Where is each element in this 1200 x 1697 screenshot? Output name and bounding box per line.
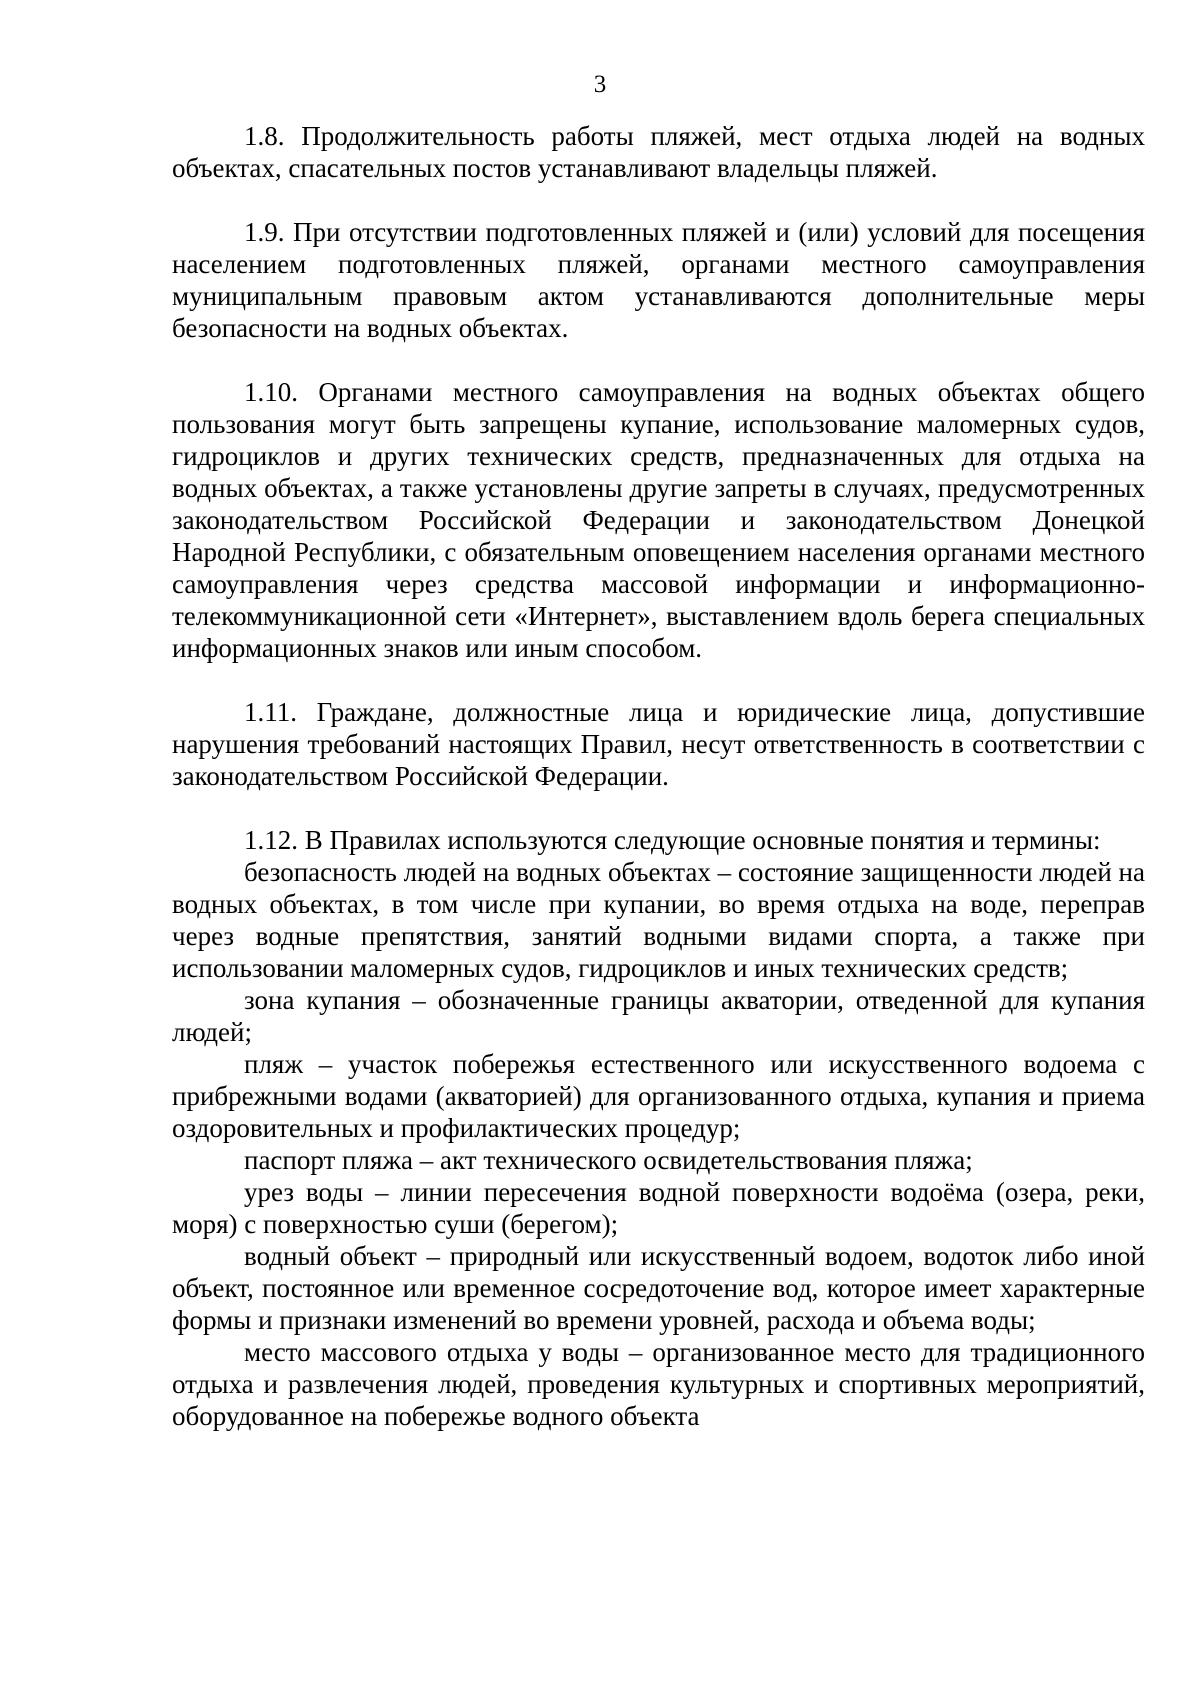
- term-beach: пляж – участок побережья естественного или искусственного водоема с прибрежными водами (акваторией) для организованного отдыха, купания и приема оздоровительных и профилактических процедур;: [172, 1049, 1145, 1143]
- term-swimming-zone: зона купания – обозначенные границы акватории, отведенной для купания людей;: [172, 985, 1145, 1047]
- paragraph-1-11: 1.11. Граждане, должностные лица и юридические лица, допустившие нарушения требований настоящих Правил, несут ответственность в соответствии с законодательством Российской Федерации.: [172, 697, 1145, 791]
- document-body: [172, 120, 1145, 1432]
- page-number: 3: [593, 71, 607, 98]
- paragraph-1-8: 1.8. Продолжительность работы пляжей, мест отдыха людей на водных объектах, спасательных постов устанавливают владельцы пляжей.: [172, 121, 1145, 183]
- paragraph-1-9: 1.9. При отсутствии подготовленных пляжей и (или) условий для посещения населением подготовленных пляжей, органами местного самоуправления муниципальным правовым актом устанавливаются дополнительные меры безопасности на водных объектах.: [172, 217, 1145, 343]
- term-water-safety: безопасность людей на водных объектах – состояние защищенности людей на водных объектах, в том числе при купании, во время отдыха на воде, переправ через водные препятствия, занятий водными видами спорта, а также при использовании маломерных судов, гидроциклов и иных технических средств;: [172, 857, 1145, 983]
- paragraph-1-10: 1.10. Органами местного самоуправления на водных объектах общего пользования могут быть запрещены купание, использование маломерных судов, гидроциклов и других технических средств, предназначенных для отдыха на водных объектах, а также установлены другие запреты в случаях, предусмотренных законодательством Российской Федерации и законодательством Донецкой Народной Республики, с обязательным оповещением населения органами местного самоуправления через средства массовой информации и информационно-телекоммуникационной сети «Интернет», выставлением вдоль берега специальных информационных знаков или иным способом.: [172, 377, 1145, 663]
- term-mass-recreation-place: место массового отдыха у воды – организованное место для традиционного отдыха и развлечения людей, проведения культурных и спортивных мероприятий, оборудованное на побережье водного объекта: [172, 1337, 1145, 1431]
- paragraph-1-12: 1.12. В Правилах используются следующие основные понятия и термины:: [244, 825, 1101, 855]
- term-beach-passport: паспорт пляжа – акт технического освидетельствования пляжа;: [244, 1145, 973, 1175]
- term-water-body: водный объект – природный или искусственный водоем, водоток либо иной объект, постоянное или временное сосредоточение вод, которое имеет характерные формы и признаки изменений во времени уровней, расхода и объема воды;: [172, 1241, 1145, 1335]
- term-water-edge: урез воды – линии пересечения водной поверхности водоёма (озера, реки, моря) с поверхностью суши (берегом);: [172, 1177, 1145, 1239]
